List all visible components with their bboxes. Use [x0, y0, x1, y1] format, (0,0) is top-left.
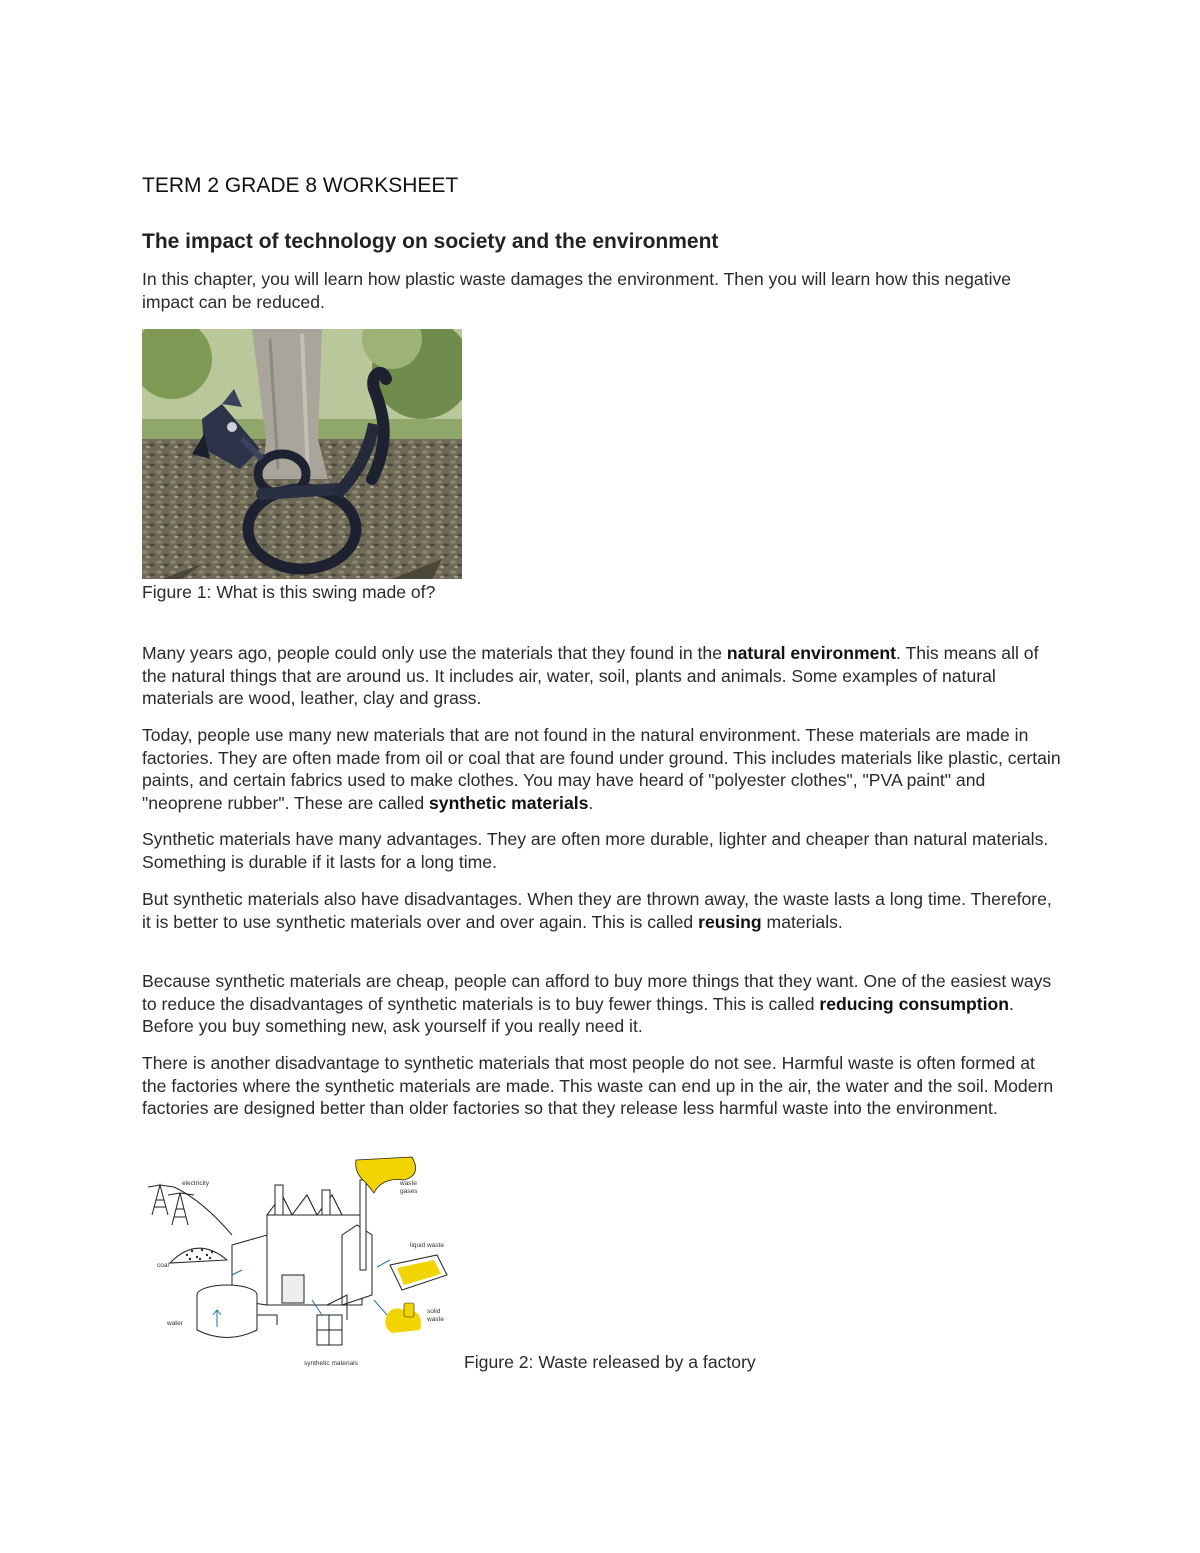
text-segment: . This means all of the natural things that are around us. It includes air, water, soil, plants and animals. Some examples of natural materials are wood, leather, clay and grass.: [142, 643, 1039, 709]
worksheet-title: TERM 2 GRADE 8 WORKSHEET: [142, 174, 459, 197]
bold-term-synthetic-materials: synthetic materials: [429, 792, 589, 813]
label-water: water: [167, 1320, 183, 1327]
figure-2-caption: Figure 2: Waste released by a factory: [464, 1352, 756, 1372]
text-segment: . Before you buy something new, ask yourself if you really need it.: [142, 993, 1014, 1037]
label-solid-waste-line1: solid: [427, 1308, 441, 1315]
bold-term-reusing: reusing: [698, 911, 762, 932]
tyre-swing-illustration: [142, 329, 462, 579]
text-segment: Many years ago, people could only use the materials that they found in the: [142, 643, 727, 663]
bold-term-natural-environment: natural environment: [726, 643, 897, 663]
chapter-heading: The impact of technology on society and the environment: [142, 230, 719, 253]
paragraph-harmful-waste: There is another disadvantage to synthetic materials that most people do not see. Harmful waste is often formed at the factories where the synthetic materials are made. This waste can end up in the air, the water and the soil. Modern factories are designed better than older factories so that they release less harmful waste into the environment.: [142, 1053, 1054, 1119]
intro-paragraph: In this chapter, you will learn how plastic waste damages the environment. Then you will learn how this negative impact can be reduced.: [142, 269, 1012, 312]
paragraph-reusing: [142, 888, 1062, 933]
text-segment: .: [588, 792, 594, 813]
label-waste-gases-line1: waste: [400, 1180, 417, 1187]
label-solid-waste-line2: waste: [427, 1316, 444, 1323]
tyre-swing-photo: [142, 329, 462, 579]
paragraph-natural-environment: [142, 642, 1062, 710]
figure-1-caption: Figure 1: What is this swing made of?: [142, 582, 436, 602]
text-segment: But synthetic materials also have disadvantages. When they are thrown away, the waste lasts a long time. Therefore, it is better to use synthetic materials over and over again. This is called: [142, 889, 1052, 932]
text-segment: Today, people use many new materials that are not found in the natural environment. These materials are made in factories. They are often made from oil or coal that are found under ground. This includes materials like plastic, certain paints, and certain fabrics used to make clothes. You may have heard of "polyester clothes", "PVA paint" and "neoprene rubber". These are called: [142, 725, 1061, 813]
bold-term-reducing-consumption: reducing consumption: [819, 993, 1010, 1014]
paragraph-reducing-consumption: [142, 970, 1062, 1038]
label-electricity: electricity: [182, 1180, 210, 1187]
factory-illustration: [142, 1155, 472, 1373]
label-liquid-waste: liquid waste: [410, 1242, 444, 1249]
text-segment: Because synthetic materials are cheap, people can afford to buy more things that they want. One of the easiest ways to reduce the disadvantages of synthetic materials is to buy fewer things. This is called: [142, 971, 1052, 1014]
paragraph-synthetic-materials: [142, 724, 1062, 814]
factory-waste-diagram: [142, 1155, 472, 1373]
label-synthetic-materials: synthetic materials: [304, 1360, 358, 1367]
text-segment: materials.: [761, 911, 843, 932]
paragraph-advantages: Synthetic materials have many advantages. They are often more durable, lighter and cheaper than natural materials. Something is durable if it lasts for a long time.: [142, 829, 1049, 872]
label-coal: coal: [157, 1262, 169, 1269]
label-waste-gases-line2: gases: [400, 1188, 418, 1195]
